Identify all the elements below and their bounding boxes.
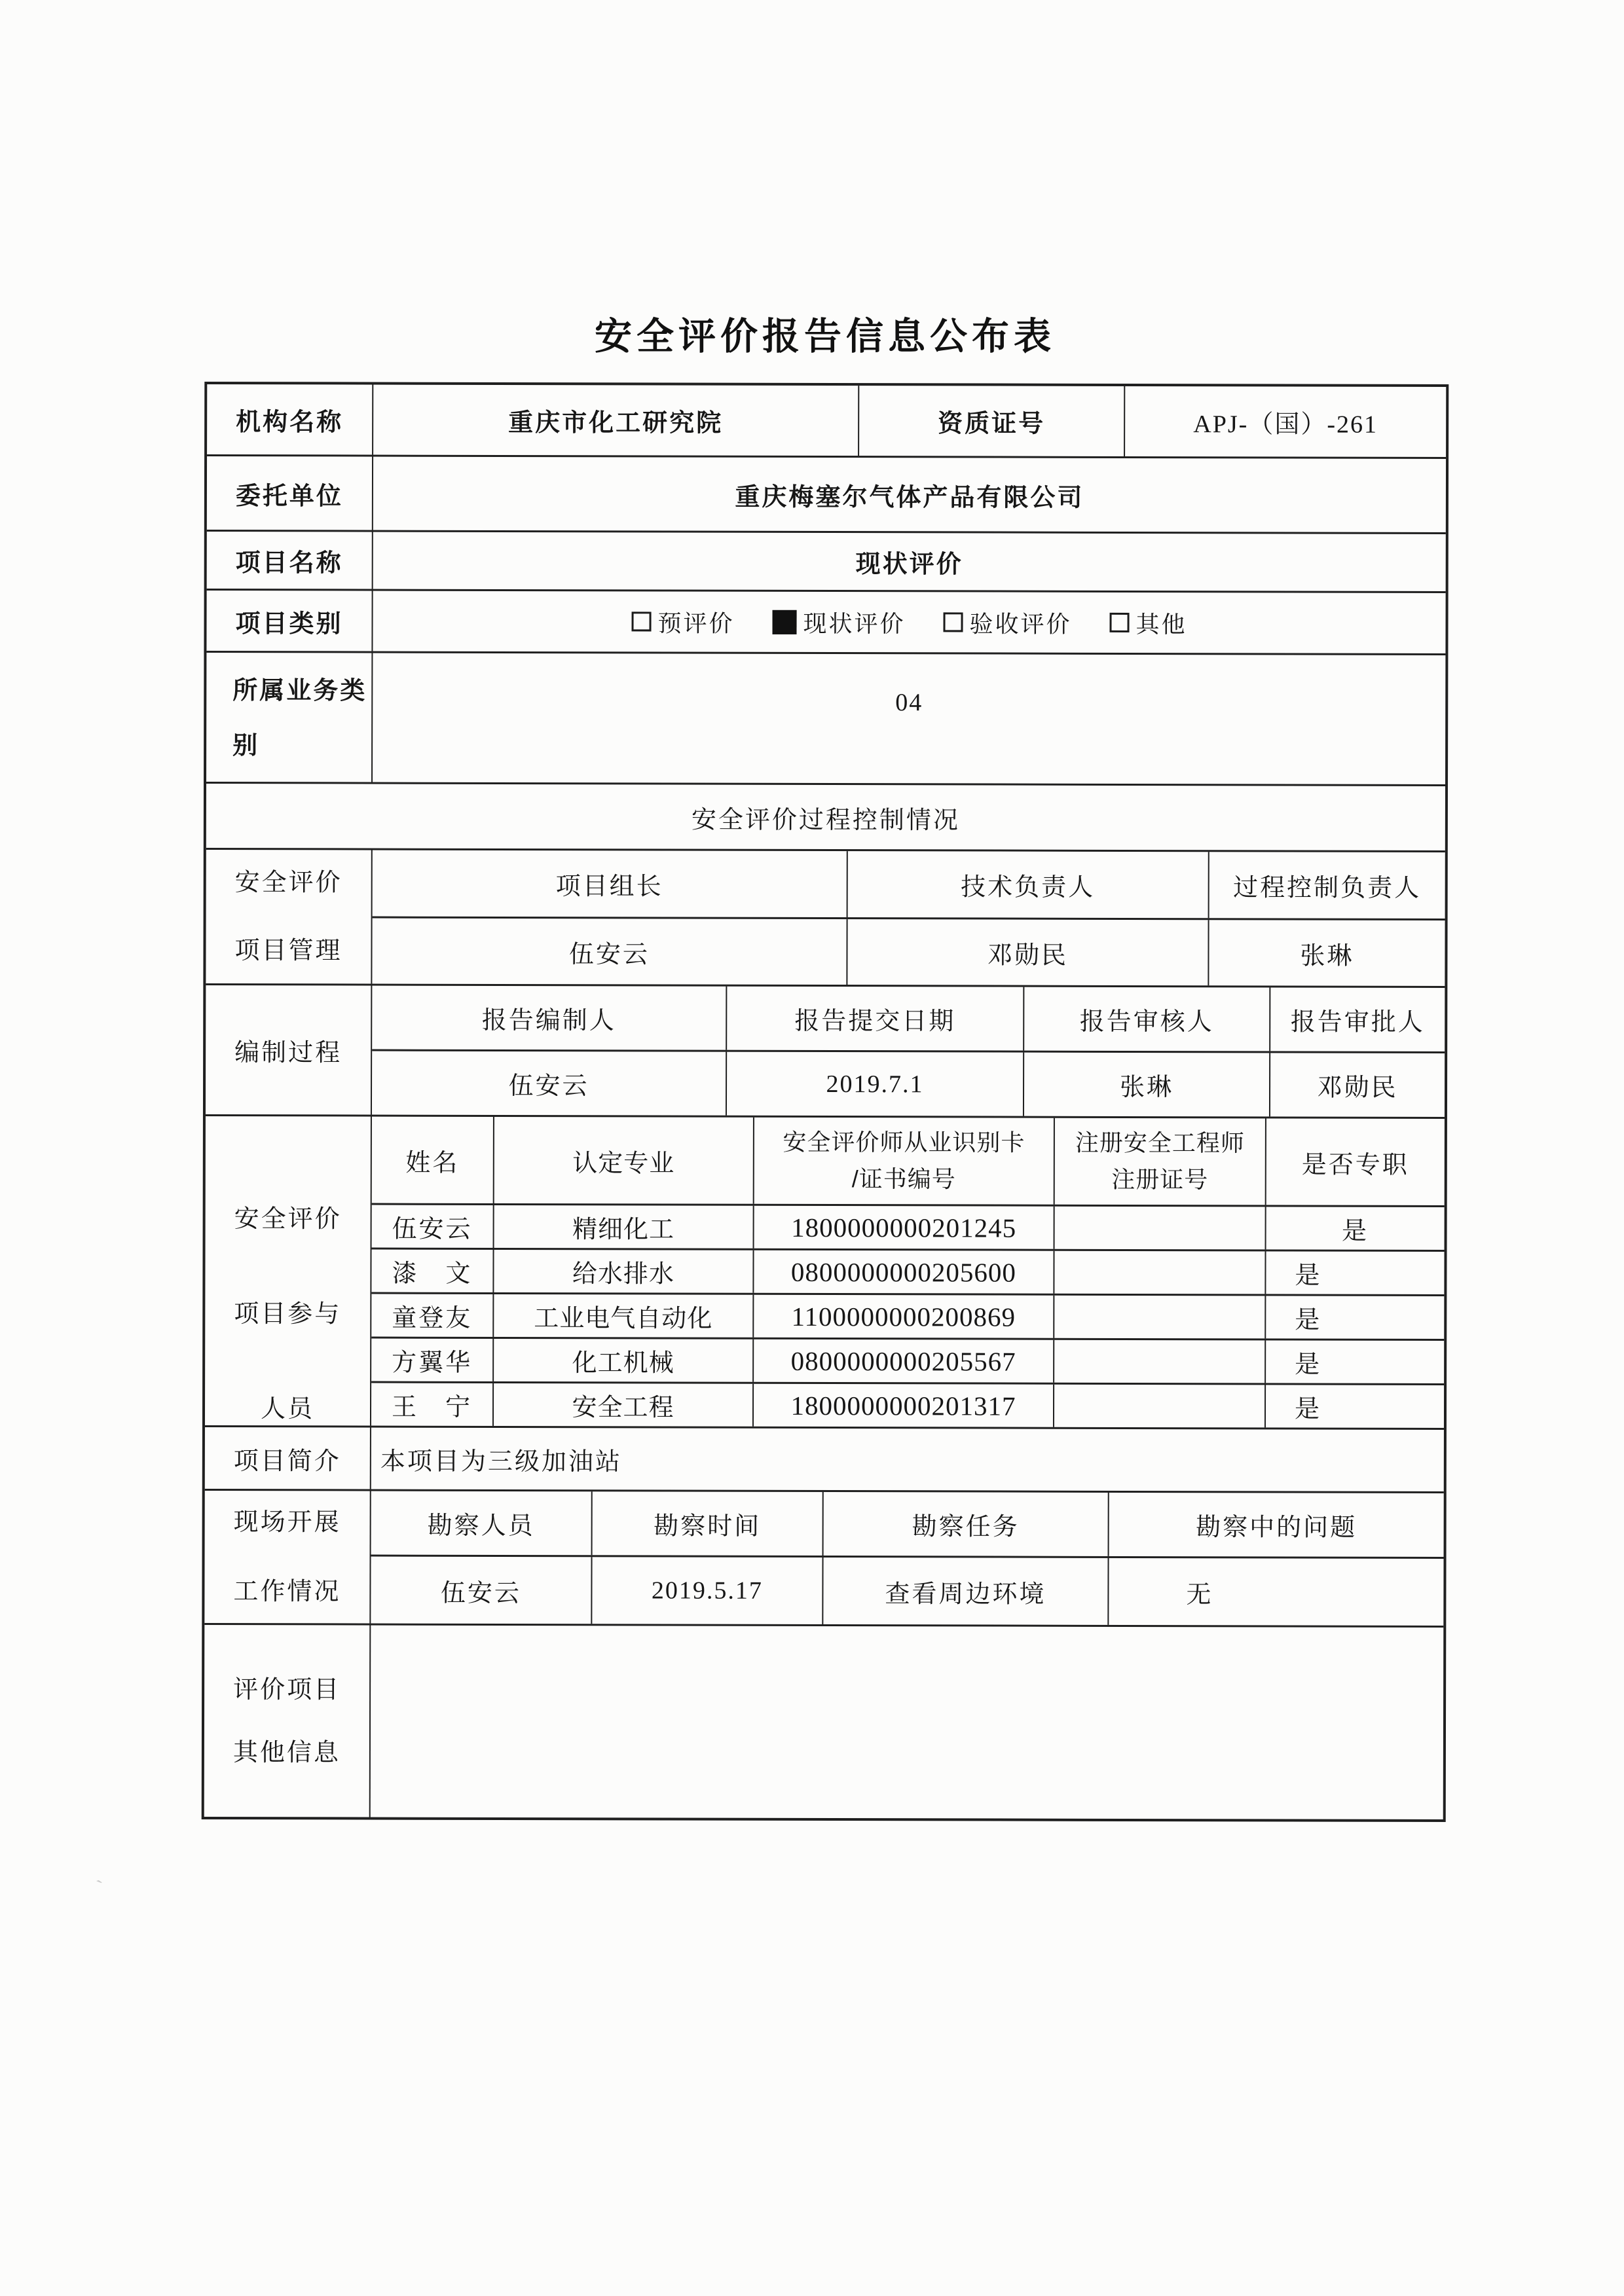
compilation-value-row <box>372 1051 1445 1117</box>
participant-major: 安全工程 <box>494 1383 754 1427</box>
survey-task-header: 勘察任务 <box>824 1492 1109 1556</box>
business-category-label <box>206 653 373 782</box>
participant-fulltime: 是 <box>1295 1351 1322 1379</box>
project-brief-value: 本项目为三级加油站 <box>380 1448 622 1476</box>
participant-card-no: 1800000000201245 <box>754 1206 1055 1249</box>
option-label: 现状评价 <box>803 610 906 637</box>
option-acceptance-evaluation <box>943 606 1071 639</box>
participant-name: 漆 文 <box>371 1250 494 1292</box>
compilation-grid <box>372 986 1445 1117</box>
management-value-row <box>372 919 1445 986</box>
survey-issues-header: 勘察中的问题 <box>1196 1514 1357 1542</box>
participant-card-no: 0800000000205600 <box>754 1250 1054 1294</box>
participant-row <box>371 1250 1444 1296</box>
project-brief-label: 项目简介 <box>205 1427 371 1489</box>
process-control-lead-value: 张琳 <box>1300 942 1354 970</box>
participant-row <box>371 1339 1444 1385</box>
participant-card-no: 1800000000201317 <box>754 1384 1054 1427</box>
other-info-label-line2: 其他信息 <box>232 1738 341 1766</box>
site-survey-band <box>204 1491 1443 1628</box>
group-leader-value: 伍安云 <box>372 919 847 985</box>
participant-reg-no <box>1055 1207 1266 1250</box>
option-label: 验收评价 <box>969 610 1072 638</box>
compilation-header-row <box>372 986 1445 1053</box>
group-leader-header: 项目组长 <box>373 850 848 918</box>
participant-card-no: 0800000000205567 <box>754 1339 1054 1383</box>
checkbox-icon <box>631 611 651 631</box>
report-writer-header: 报告编制人 <box>372 986 727 1050</box>
participant-row <box>371 1383 1444 1428</box>
option-label: 其他 <box>1135 610 1187 638</box>
table-row <box>207 456 1446 534</box>
participant-fulltime: 是 <box>1342 1217 1369 1245</box>
participant-name: 方翼华 <box>371 1339 494 1381</box>
participant-name: 童登友 <box>371 1294 494 1337</box>
participant-reg-no <box>1054 1251 1266 1294</box>
table-row <box>207 532 1446 593</box>
participant-major: 工业电气自动化 <box>494 1294 754 1338</box>
participant-fulltime: 是 <box>1295 1306 1322 1334</box>
project-name-value: 现状评价 <box>855 551 963 579</box>
report-approver-header: 报告审批人 <box>1290 1008 1425 1036</box>
project-type-options <box>373 591 1445 653</box>
registered-engineer-header-line1: 注册安全工程师 <box>1075 1129 1245 1157</box>
participant-name: 伍安云 <box>372 1205 494 1248</box>
org-name-value: 重庆市化工研究院 <box>373 385 859 456</box>
participants-header-row <box>372 1117 1445 1207</box>
participant-fulltime: 是 <box>1295 1262 1322 1290</box>
participant-name: 王 宁 <box>371 1383 494 1426</box>
business-category-value: 04 <box>895 689 923 717</box>
fulltime-header: 是否专职 <box>1301 1151 1409 1179</box>
participant-reg-no <box>1054 1385 1266 1428</box>
report-date-header: 报告提交日期 <box>727 987 1024 1051</box>
client-value: 重庆梅塞尔气体产品有限公司 <box>735 483 1084 512</box>
option-label: 预评价 <box>657 609 735 637</box>
site-survey-value-row <box>371 1557 1443 1626</box>
registered-engineer-header-line2: 注册证号 <box>1111 1165 1209 1194</box>
report-writer-value: 伍安云 <box>372 1051 727 1116</box>
site-survey-label <box>204 1491 371 1624</box>
checkbox-icon <box>1110 613 1130 632</box>
survey-time-header: 勘察时间 <box>593 1491 824 1556</box>
table-row <box>206 591 1445 655</box>
management-label <box>206 850 372 984</box>
process-control-section-header: 安全评价过程控制情况 <box>691 806 960 834</box>
participant-major: 给水排水 <box>494 1250 754 1293</box>
participants-label-line3: 人员 <box>260 1395 315 1423</box>
participants-label-line2: 项目参与 <box>234 1300 342 1328</box>
major-header: 认定专业 <box>494 1117 754 1204</box>
participants-grid <box>371 1117 1445 1428</box>
business-category-label-text: 所属业务类别 <box>232 677 367 760</box>
surveyor-header: 勘察人员 <box>371 1491 593 1556</box>
other-info-row <box>204 1625 1444 1819</box>
option-other <box>1109 606 1187 639</box>
management-label-line1: 安全评价 <box>234 869 342 897</box>
management-header-row <box>373 850 1445 920</box>
survey-issues-value: 无 <box>1186 1580 1213 1609</box>
management-band <box>206 850 1445 988</box>
participant-fulltime: 是 <box>1294 1395 1322 1423</box>
site-survey-grid <box>371 1491 1443 1626</box>
page-title: 安全评价报告信息公布表 <box>595 316 1056 357</box>
surveyor-value: 伍安云 <box>371 1557 592 1624</box>
participant-row <box>372 1205 1445 1252</box>
name-header: 姓名 <box>372 1117 494 1203</box>
report-info-table <box>202 382 1449 1822</box>
tech-lead-value: 邓勋民 <box>847 919 1209 985</box>
other-info-label-line1: 评价项目 <box>233 1675 341 1704</box>
cert-no-value: APJ-（国）-261 <box>1193 410 1378 439</box>
report-date-value: 2019.7.1 <box>727 1052 1024 1116</box>
site-survey-label-line1: 现场开展 <box>233 1508 341 1537</box>
site-survey-header-row <box>371 1491 1444 1559</box>
scan-artifact: ` <box>94 1876 109 1902</box>
project-name-label: 项目名称 <box>207 532 373 589</box>
card-no-header-line1: 安全评价师从业识别卡 <box>783 1128 1025 1156</box>
management-grid <box>372 850 1445 986</box>
compilation-band <box>206 985 1445 1119</box>
card-no-header-line2: /证书编号 <box>851 1165 956 1193</box>
participant-reg-no <box>1054 1296 1266 1339</box>
participants-band <box>205 1116 1445 1430</box>
table-row <box>206 784 1445 852</box>
report-approver-value: 邓勋民 <box>1317 1074 1398 1102</box>
table-row <box>207 384 1446 459</box>
project-brief-row <box>205 1427 1444 1493</box>
site-survey-label-line2: 工作情况 <box>233 1578 341 1606</box>
card-no-header <box>754 1118 1055 1205</box>
survey-task-value: 查看周边环境 <box>823 1558 1109 1625</box>
participant-major: 精细化工 <box>494 1205 754 1248</box>
option-status-evaluation <box>772 605 905 638</box>
participant-reg-no <box>1054 1340 1266 1383</box>
compilation-label: 编制过程 <box>206 985 372 1115</box>
project-type-label: 项目类别 <box>206 591 373 651</box>
checkbox-checked-icon <box>772 610 796 634</box>
other-info-value <box>371 1626 1444 1819</box>
table-row <box>206 653 1445 786</box>
participants-label-line1: 安全评价 <box>234 1205 342 1233</box>
management-label-line2: 项目管理 <box>234 937 342 965</box>
participant-row <box>371 1294 1444 1341</box>
other-info-label <box>204 1625 371 1817</box>
option-pre-evaluation <box>631 605 734 638</box>
tech-lead-header: 技术负责人 <box>848 851 1209 918</box>
report-reviewer-value: 张琳 <box>1024 1053 1270 1117</box>
checkbox-icon <box>944 612 963 632</box>
cert-no-label: 资质证号 <box>859 386 1125 456</box>
registered-engineer-header <box>1055 1118 1266 1205</box>
participant-major: 化工机械 <box>494 1339 754 1382</box>
participants-label <box>205 1116 372 1426</box>
report-reviewer-header: 报告审核人 <box>1024 987 1270 1051</box>
client-label: 委托单位 <box>207 456 373 530</box>
process-control-lead-header: 过程控制负责人 <box>1233 874 1422 902</box>
participant-card-no: 1100000000200869 <box>754 1295 1054 1338</box>
survey-time-value: 2019.5.17 <box>592 1557 823 1624</box>
org-name-label: 机构名称 <box>207 384 373 455</box>
